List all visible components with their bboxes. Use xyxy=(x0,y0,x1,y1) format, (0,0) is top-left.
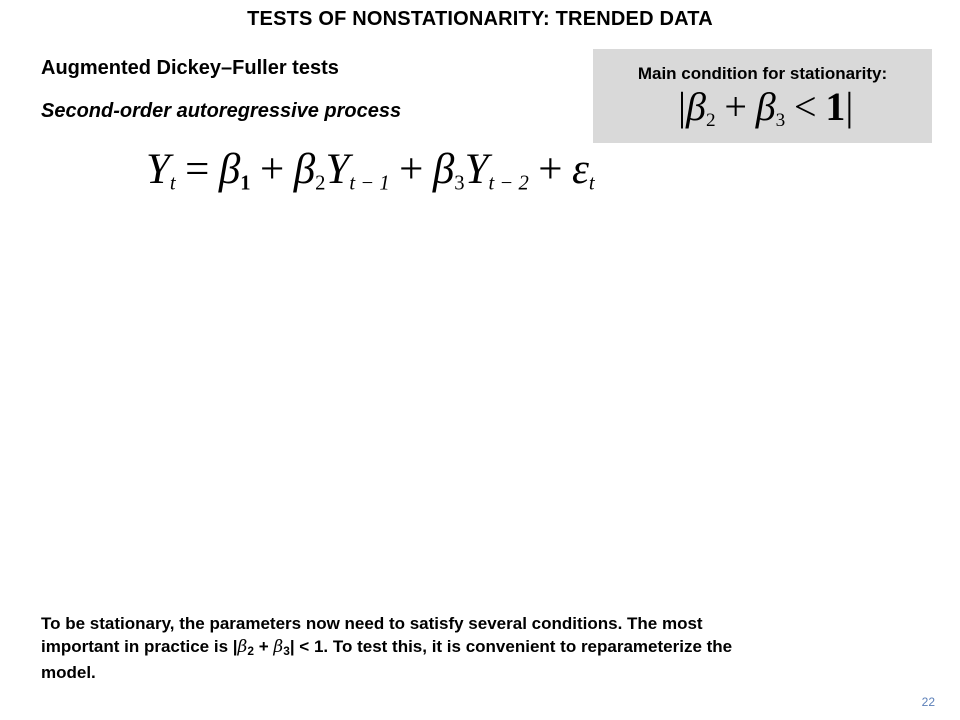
eq-beta: β xyxy=(432,146,455,193)
body-beta: β xyxy=(273,636,284,657)
one-value: 1 xyxy=(825,84,846,129)
body-sub-3: 3 xyxy=(283,643,290,658)
eq-beta: β xyxy=(218,146,241,193)
eq-plus: + xyxy=(399,146,424,193)
section-heading: Augmented Dickey–Fuller tests xyxy=(41,57,339,79)
stationarity-condition-box xyxy=(593,49,932,143)
eq-plus: + xyxy=(260,146,285,193)
body-line-2a: important in practice is | xyxy=(41,636,238,656)
body-sub-2: 2 xyxy=(247,643,254,658)
eq-sub-t: t xyxy=(169,172,176,195)
eq-sub-t-minus-1: t − 1 xyxy=(349,172,390,195)
eq-sub-3: 3 xyxy=(454,172,465,195)
abs-bar-right: | xyxy=(845,84,854,129)
eq-Y: Y xyxy=(146,146,170,193)
eq-sub-t-minus-2: t − 2 xyxy=(488,172,529,195)
condition-title: Main condition for stationarity: xyxy=(637,64,888,83)
eq-sub-t: t xyxy=(588,172,595,195)
explanation-paragraph xyxy=(41,613,901,684)
eq-Y: Y xyxy=(325,146,350,193)
eq-equals: = xyxy=(185,146,210,193)
body-beta: β xyxy=(237,636,248,657)
eq-epsilon: ε xyxy=(571,146,589,193)
slide-title: TESTS OF NONSTATIONARITY: TRENDED DATA xyxy=(247,8,713,30)
body-line-2b: | < 1. To test this, it is convenient to reparameterize the xyxy=(289,636,733,656)
condition-formula xyxy=(678,82,853,146)
body-line-1: To be stationary, the parameters now need to satisfy several conditions. The most xyxy=(41,614,703,633)
less-than-sign: < xyxy=(794,84,817,129)
body-line-3: model. xyxy=(41,662,96,682)
page-number: 22 xyxy=(921,695,935,709)
eq-sub-1: 1 xyxy=(240,172,251,195)
beta-symbol: β xyxy=(686,84,706,129)
subscript-3: 3 xyxy=(775,110,786,132)
eq-beta: β xyxy=(293,146,316,193)
abs-bar-left: | xyxy=(678,84,687,129)
eq-Y: Y xyxy=(464,146,489,193)
eq-plus: + xyxy=(538,146,563,193)
plus-sign: + xyxy=(724,84,747,129)
body-plus: + xyxy=(253,636,274,656)
beta-symbol: β xyxy=(755,84,776,129)
eq-sub-2: 2 xyxy=(315,172,326,195)
section-subheading: Second-order autoregressive process xyxy=(41,100,402,122)
subscript-2: 2 xyxy=(705,110,716,132)
ar2-equation xyxy=(146,142,595,212)
